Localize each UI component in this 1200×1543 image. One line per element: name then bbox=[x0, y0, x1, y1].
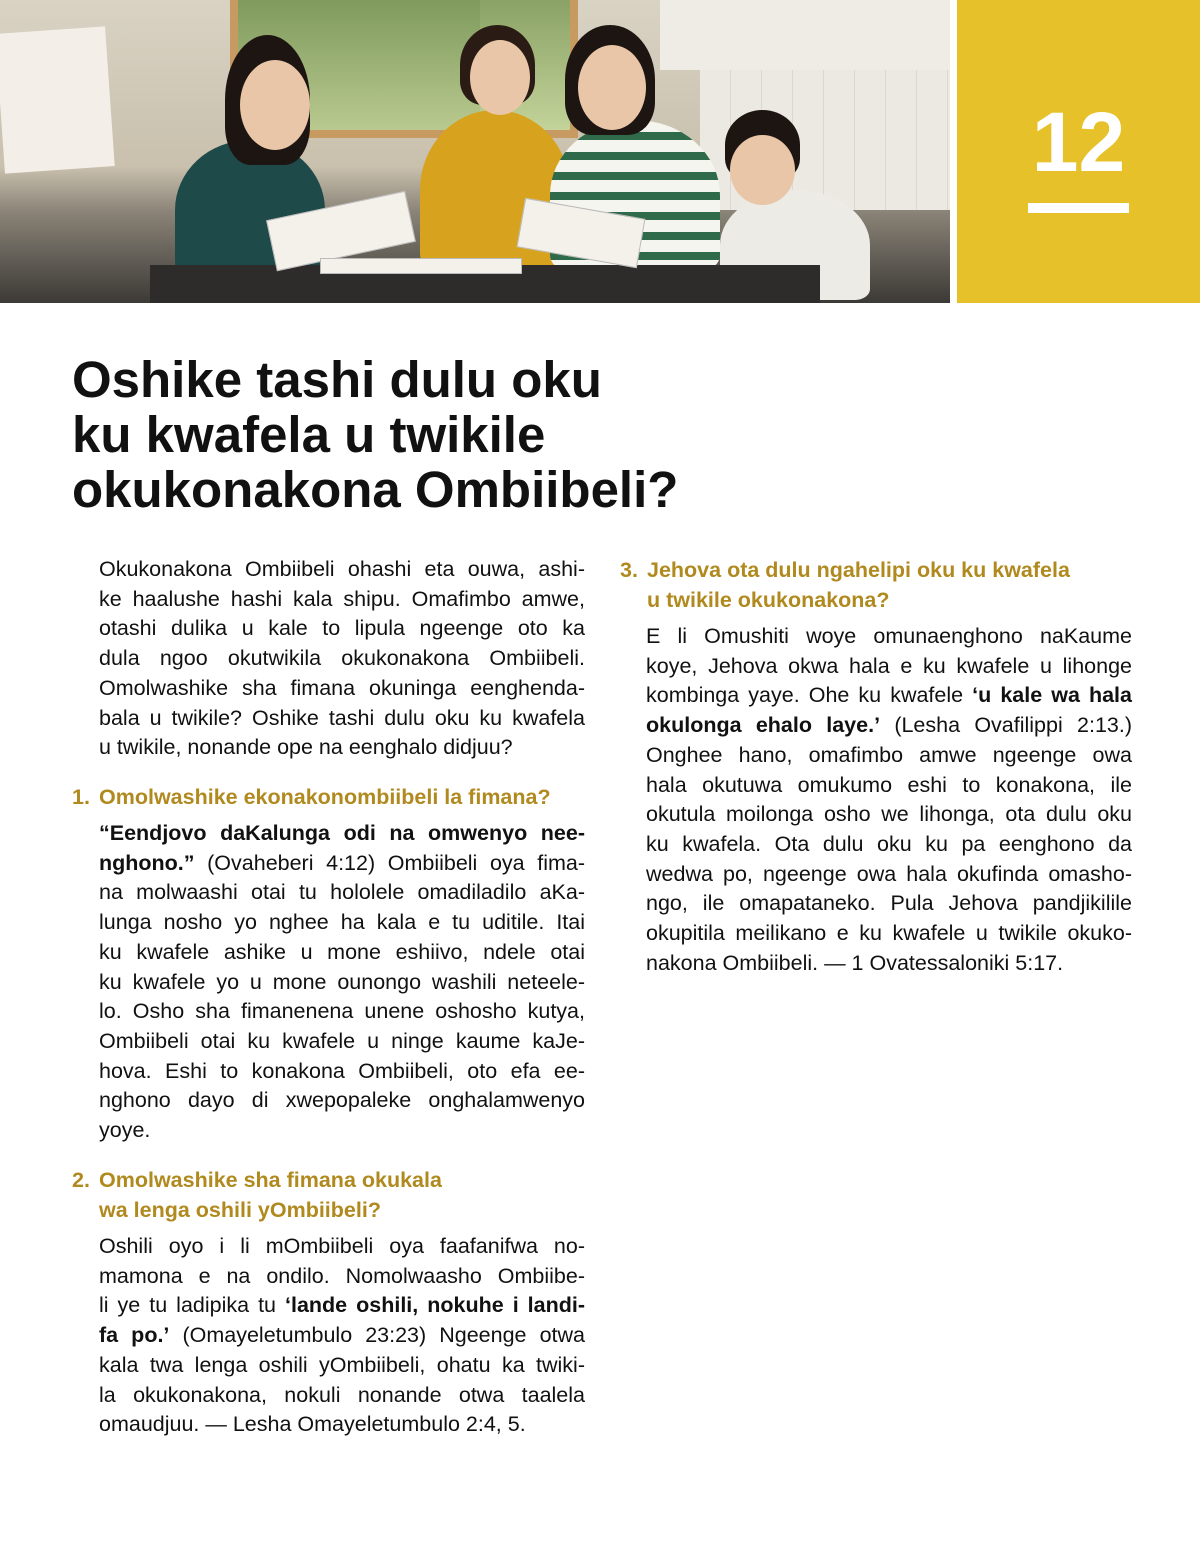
question-number: 1. bbox=[72, 785, 90, 809]
question-line: u twikile okukonakona? bbox=[647, 588, 890, 612]
text-line: Ombiibeli otai ku kwafele u ninge kaume kaJe- bbox=[99, 1028, 585, 1053]
text-line: E li Omushiti woye omunaenghono naKaume bbox=[646, 624, 1132, 648]
text-line: na molwaashi otai tu hololele omadiladilo aKa- bbox=[99, 880, 585, 905]
kitchen-cabinet bbox=[660, 0, 950, 70]
bold-scripture-quote: fa po.’ bbox=[99, 1323, 170, 1348]
text-line: lo. Osho sha fimanenena unene oshosho kutya, bbox=[99, 999, 585, 1024]
text-line: ku kwafela. Ota dulu oku ku pa eenghono da bbox=[646, 831, 1132, 856]
question-text bbox=[647, 555, 1070, 615]
text-line: okulonga ehalo laye.’ (Lesha Ovafilippi 2:13.) bbox=[646, 713, 1132, 738]
lesson-number-underline bbox=[1028, 203, 1129, 213]
child-drawing-on-wall bbox=[0, 26, 115, 173]
header-photo-family-bible-study bbox=[0, 0, 950, 303]
answer-paragraph-3 bbox=[646, 622, 1132, 978]
lesson-number-badge bbox=[957, 0, 1200, 303]
text-line: kala twa lenga oshili yOmbiibeli, ohatu ka twiki- bbox=[99, 1352, 585, 1377]
intro-paragraph bbox=[99, 555, 585, 763]
text-line: fa po.’ (Omayeletumbulo 23:23) Ngeenge otwa bbox=[99, 1323, 585, 1348]
text-line: la okukonakona, nokuli nonande otwa taalela bbox=[99, 1382, 585, 1407]
text-line: nghono dayo di xwepopaleke onghalamwenyo bbox=[99, 1088, 585, 1113]
title-line: ku kwafela u twikile bbox=[72, 406, 546, 463]
text-line: koye, Jehova okwa hala e ku kwafele u lihonge bbox=[646, 653, 1132, 678]
answer-paragraph-1 bbox=[99, 819, 585, 1146]
text-line: Onghee hano, omafimbo amwe ngeenge owa bbox=[646, 742, 1132, 767]
face bbox=[470, 40, 530, 115]
text-line: li ye tu ladipika tu ‘lande oshili, nokuhe i landi- bbox=[99, 1293, 585, 1318]
bold-scripture-quote: ‘lande oshili, nokuhe i landi- bbox=[285, 1293, 585, 1318]
question-number: 3. bbox=[620, 558, 638, 582]
text-line: okutula moilonga osho we lihonga, ota dulu oku bbox=[646, 802, 1132, 827]
text-line: yoye. bbox=[99, 1118, 151, 1143]
question-text bbox=[99, 782, 551, 812]
text-line: ku kwafele ashike u mone eshiivo, ndele otai bbox=[99, 939, 585, 964]
text-line: lunga nosho yo nghee ha kala e tu uditile. Itai bbox=[99, 910, 585, 935]
face bbox=[730, 135, 795, 205]
text-line: ngo, ile omapataneko. Pula Jehova pandjikilile bbox=[646, 891, 1132, 916]
face bbox=[240, 60, 310, 150]
question-text bbox=[99, 1165, 442, 1225]
text-line: nakona Ombiibeli. — 1 Ovatessaloniki 5:17. bbox=[646, 950, 1064, 975]
text-line: hala okutuwa omukumo eshi to konakona, ile bbox=[646, 772, 1132, 797]
question-line: Jehova ota dulu ngahelipi oku ku kwafela bbox=[647, 558, 1070, 582]
question-line: Omolwashike ekonakonombiibeli la fimana? bbox=[99, 785, 551, 809]
text-line: Okukonakona Ombiibeli ohashi eta ouwa, ashi- bbox=[99, 557, 585, 581]
text-line: dula ngoo okutwikila okukonakona Ombiibeli. bbox=[99, 646, 585, 671]
text-line: kombinga yaye. Ohe ku kwafele ‘u kale wa hala bbox=[646, 683, 1132, 708]
text-line: nghono.” (Ovaheberi 4:12) Ombiibeli oya fima- bbox=[99, 850, 585, 875]
bold-scripture-quote: nghono.” bbox=[99, 850, 195, 875]
question-line: Omolwashike sha fimana okukala bbox=[99, 1168, 442, 1192]
open-book bbox=[320, 258, 522, 274]
bold-scripture-quote: “Eendjovo daKalunga odi na omwenyo nee- bbox=[99, 821, 585, 845]
title-line: okukonakona Ombiibeli? bbox=[72, 461, 679, 518]
text-line: okupitila meilikano e ku kwafele u twikile okuko- bbox=[646, 921, 1132, 946]
text-line: Omolwashike sha fimana okuninga eenghenda- bbox=[99, 675, 585, 700]
text-line: mamona e na ondilo. Nomolwaasho Ombiibe- bbox=[99, 1263, 585, 1288]
face bbox=[578, 45, 646, 130]
question-number: 2. bbox=[72, 1168, 90, 1192]
title-line: Oshike tashi dulu oku bbox=[72, 351, 602, 408]
text-line: Oshili oyo i li mOmbiibeli oya faafanifwa no- bbox=[99, 1234, 585, 1258]
text-line: ke haalushe hashi kala shipu. Omafimbo amwe, bbox=[99, 586, 585, 611]
text-line: ku kwafele yo u mone ounongo washili neteele- bbox=[99, 969, 585, 994]
question-line: wa lenga oshili yOmbiibeli? bbox=[99, 1198, 381, 1222]
text-line: wedwa po, ngeenge owa hala okufinda omasho- bbox=[646, 861, 1132, 886]
bold-scripture-quote: ‘u kale wa hala bbox=[972, 683, 1132, 708]
text-line bbox=[99, 819, 585, 849]
text-line: omaudjuu. — Lesha Omayeletumbulo 2:4, 5. bbox=[99, 1412, 526, 1437]
text-line: hova. Eshi to konakona Ombiibeli, oto efa ee- bbox=[99, 1058, 585, 1083]
bold-scripture-quote: okulonga ehalo laye.’ bbox=[646, 713, 881, 738]
text-line: otashi dulika u kale to lipula ngeenge oto ka bbox=[99, 616, 585, 641]
lesson-number: 12 bbox=[1031, 95, 1126, 189]
text-line: u twikile, nonande ope na eenghalo didjuu? bbox=[99, 735, 513, 760]
text-line: bala u twikile? Oshike tashi dulu oku ku kwafela bbox=[99, 705, 585, 730]
answer-paragraph-2 bbox=[99, 1232, 585, 1440]
page-title bbox=[72, 352, 678, 517]
